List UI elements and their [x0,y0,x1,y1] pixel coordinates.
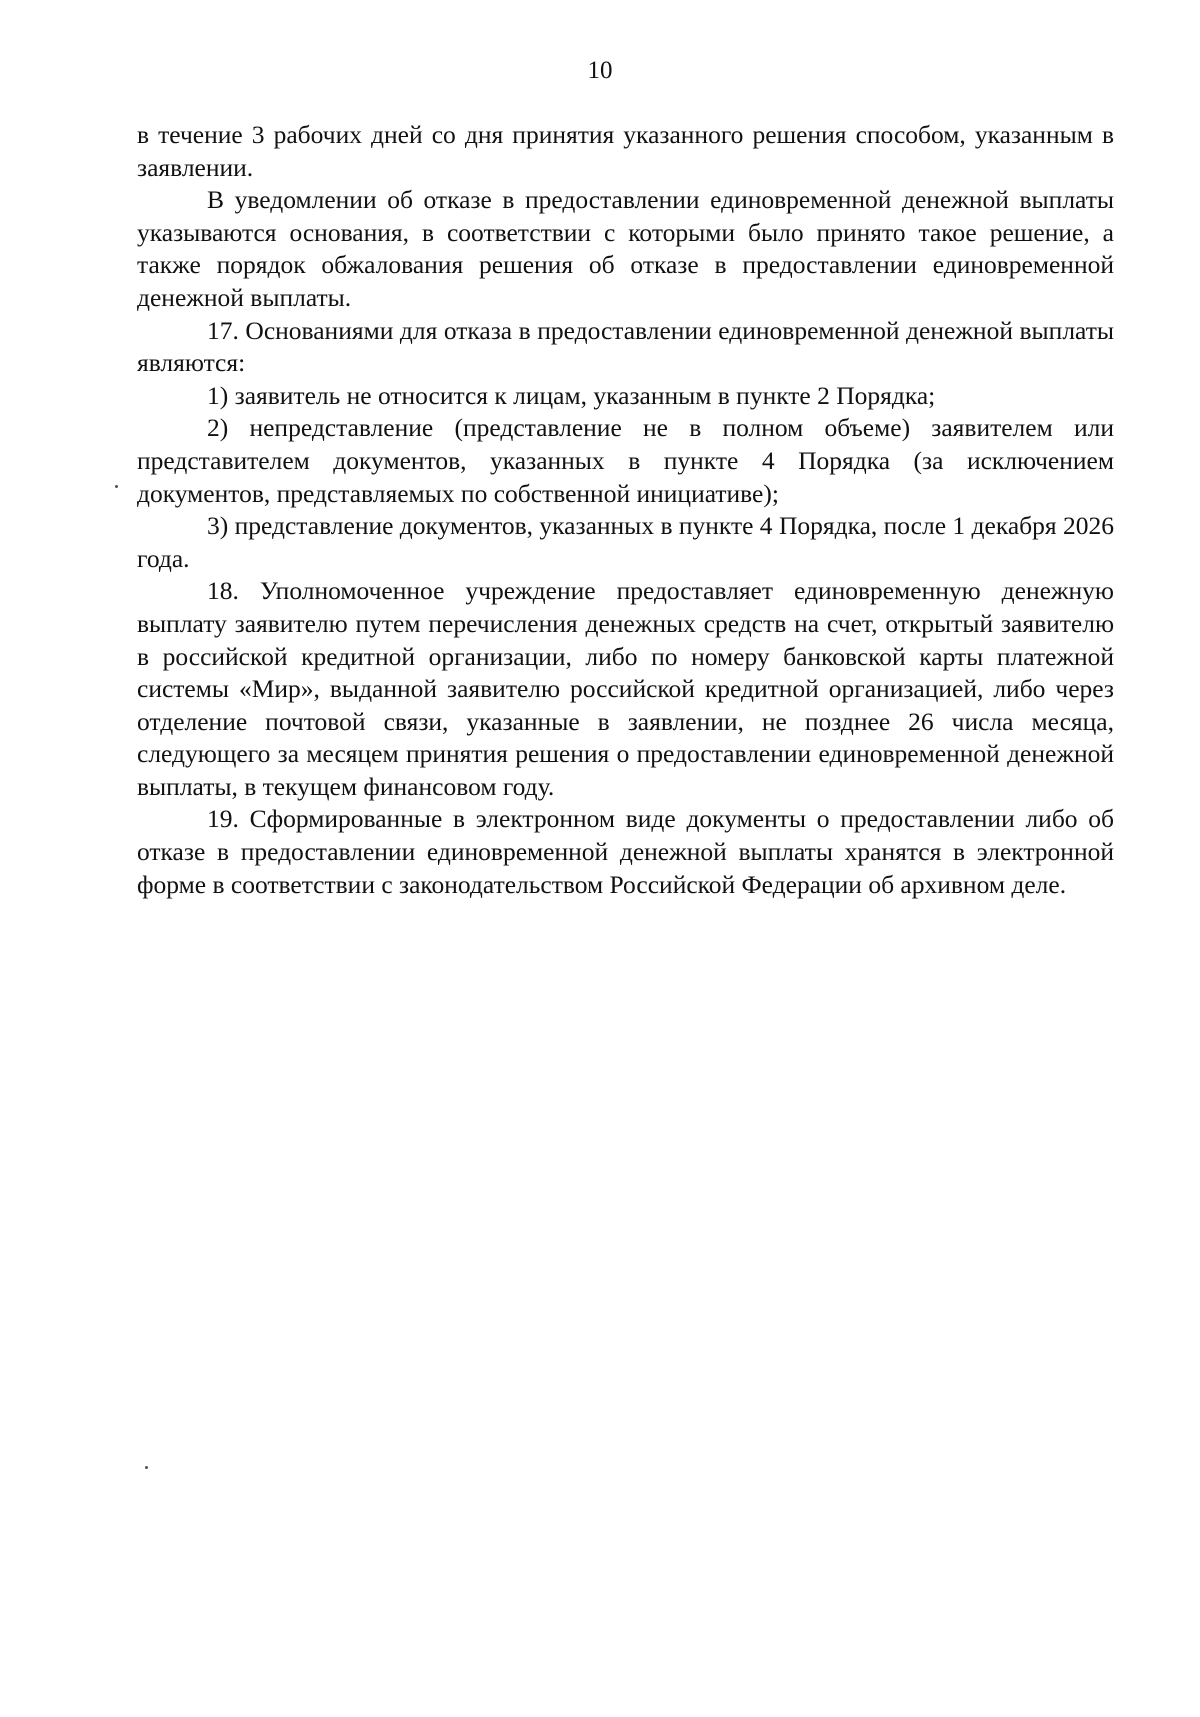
list-item: 3) представление документов, указанных в пункте 4 Порядка, после 1 декабря 2026 года. [137,511,1114,573]
paragraph-item-19: 19. Сформированные в электронном виде документы о предоставлении либо об отказе в предоставлении единовременной денежной выплаты хранятся в электронной форме в соответствии с законодательством Российской Федерации об архивном деле. [137,804,1114,899]
paragraph: в течение 3 рабочих дней со дня принятия указанного решения способом, указанным в заявлении. [137,120,1114,182]
page-number: 10 [587,57,613,84]
document-body [137,119,1114,901]
paragraph: В уведомлении об отказе в предоставлении единовременной денежной выплаты указываются основания, в соответствии с которыми было принято такое решение, а также порядок обжалования решения об отказе в предоставлении единовременной денежной выплаты. [137,185,1114,312]
paragraph-item-17: 17. Основаниями для отказа в предоставлении единовременной денежной выплаты являются: [137,315,1114,378]
paragraph-item-18: 18. Уполномоченное учреждение предоставляет единовременную денежную выплату заявителю путем перечисления денежных средств на счет, открытый заявителю в российской кредитной организации, либо по номеру банковской карты платежной системы «Мир», выданной заявителю российской кредитной организацией, либо через отделение почтовой связи, указанные в заявлении, не позднее 26 числа месяца, следующего за месяцем принятия решения о предоставлении единовременной денежной выплаты, в текущем финансовом году. [137,576,1114,801]
list-item: 2) непредставление (представление не в полном объеме) заявителем или представителем документов, указанных в пункте 4 Порядка (за исключением документов, представляемых по собственной инициативе); [137,413,1114,508]
scan-speck [145,1466,148,1469]
scan-speck [115,485,118,488]
list-item: 1) заявитель не относится к лицам, указанным в пункте 2 Порядка; [207,380,936,410]
